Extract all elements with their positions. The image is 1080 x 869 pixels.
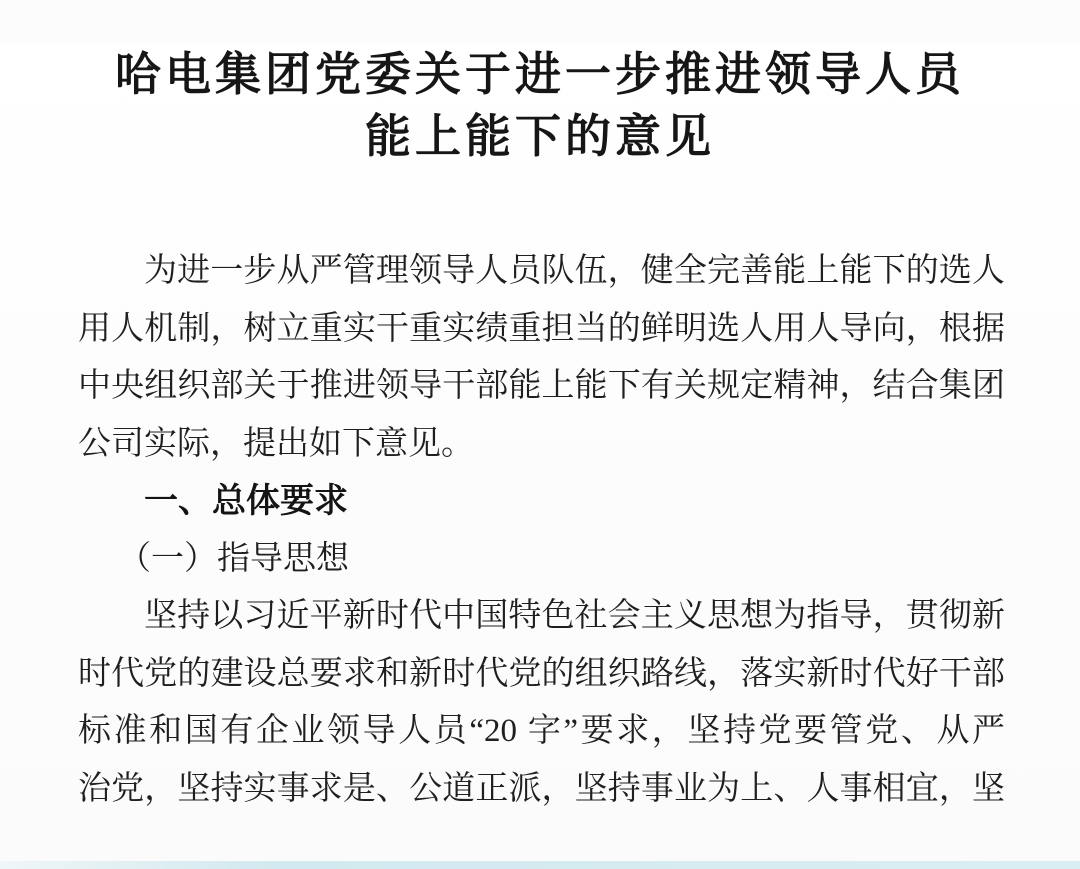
title-line-2: 能上能下的意见 bbox=[365, 111, 715, 162]
document-page bbox=[0, 44, 1080, 869]
body-line: 治党，坚持实事求是、公道正派，坚持事业为上、人事相宜，坚 bbox=[78, 770, 1005, 807]
body-line: 公司实际，提出如下意见。 bbox=[78, 425, 474, 462]
body-line: 坚持以习近平新时代中国特色社会主义思想为指导，贯彻新 bbox=[144, 598, 1005, 634]
bottom-edge-strip bbox=[0, 861, 1080, 869]
document-title bbox=[0, 44, 1080, 168]
body-line: 时代党的建设总要求和新时代党的组织路线，落实新时代好干部 bbox=[78, 655, 1005, 692]
subsection-heading: （一）指导思想 bbox=[118, 540, 349, 577]
body-line: 为进一步从严管理领导人员队伍，健全完善能上能下的选人 bbox=[144, 253, 1005, 289]
section-heading: 一、总体要求 bbox=[144, 482, 348, 520]
title-line-1: 哈电集团党委关于进一步推进领导人员 bbox=[115, 49, 965, 100]
body-line: 标准和国有企业领导人员“20 字”要求，坚持党要管党、从严 bbox=[78, 713, 1005, 749]
document-body bbox=[78, 243, 1005, 818]
body-line: 中央组织部关于推进领导干部能上能下有关规定精神，结合集团 bbox=[78, 368, 1005, 404]
body-line: 用人机制，树立重实干重实绩重担当的鲜明选人用人导向，根据 bbox=[78, 310, 1005, 347]
